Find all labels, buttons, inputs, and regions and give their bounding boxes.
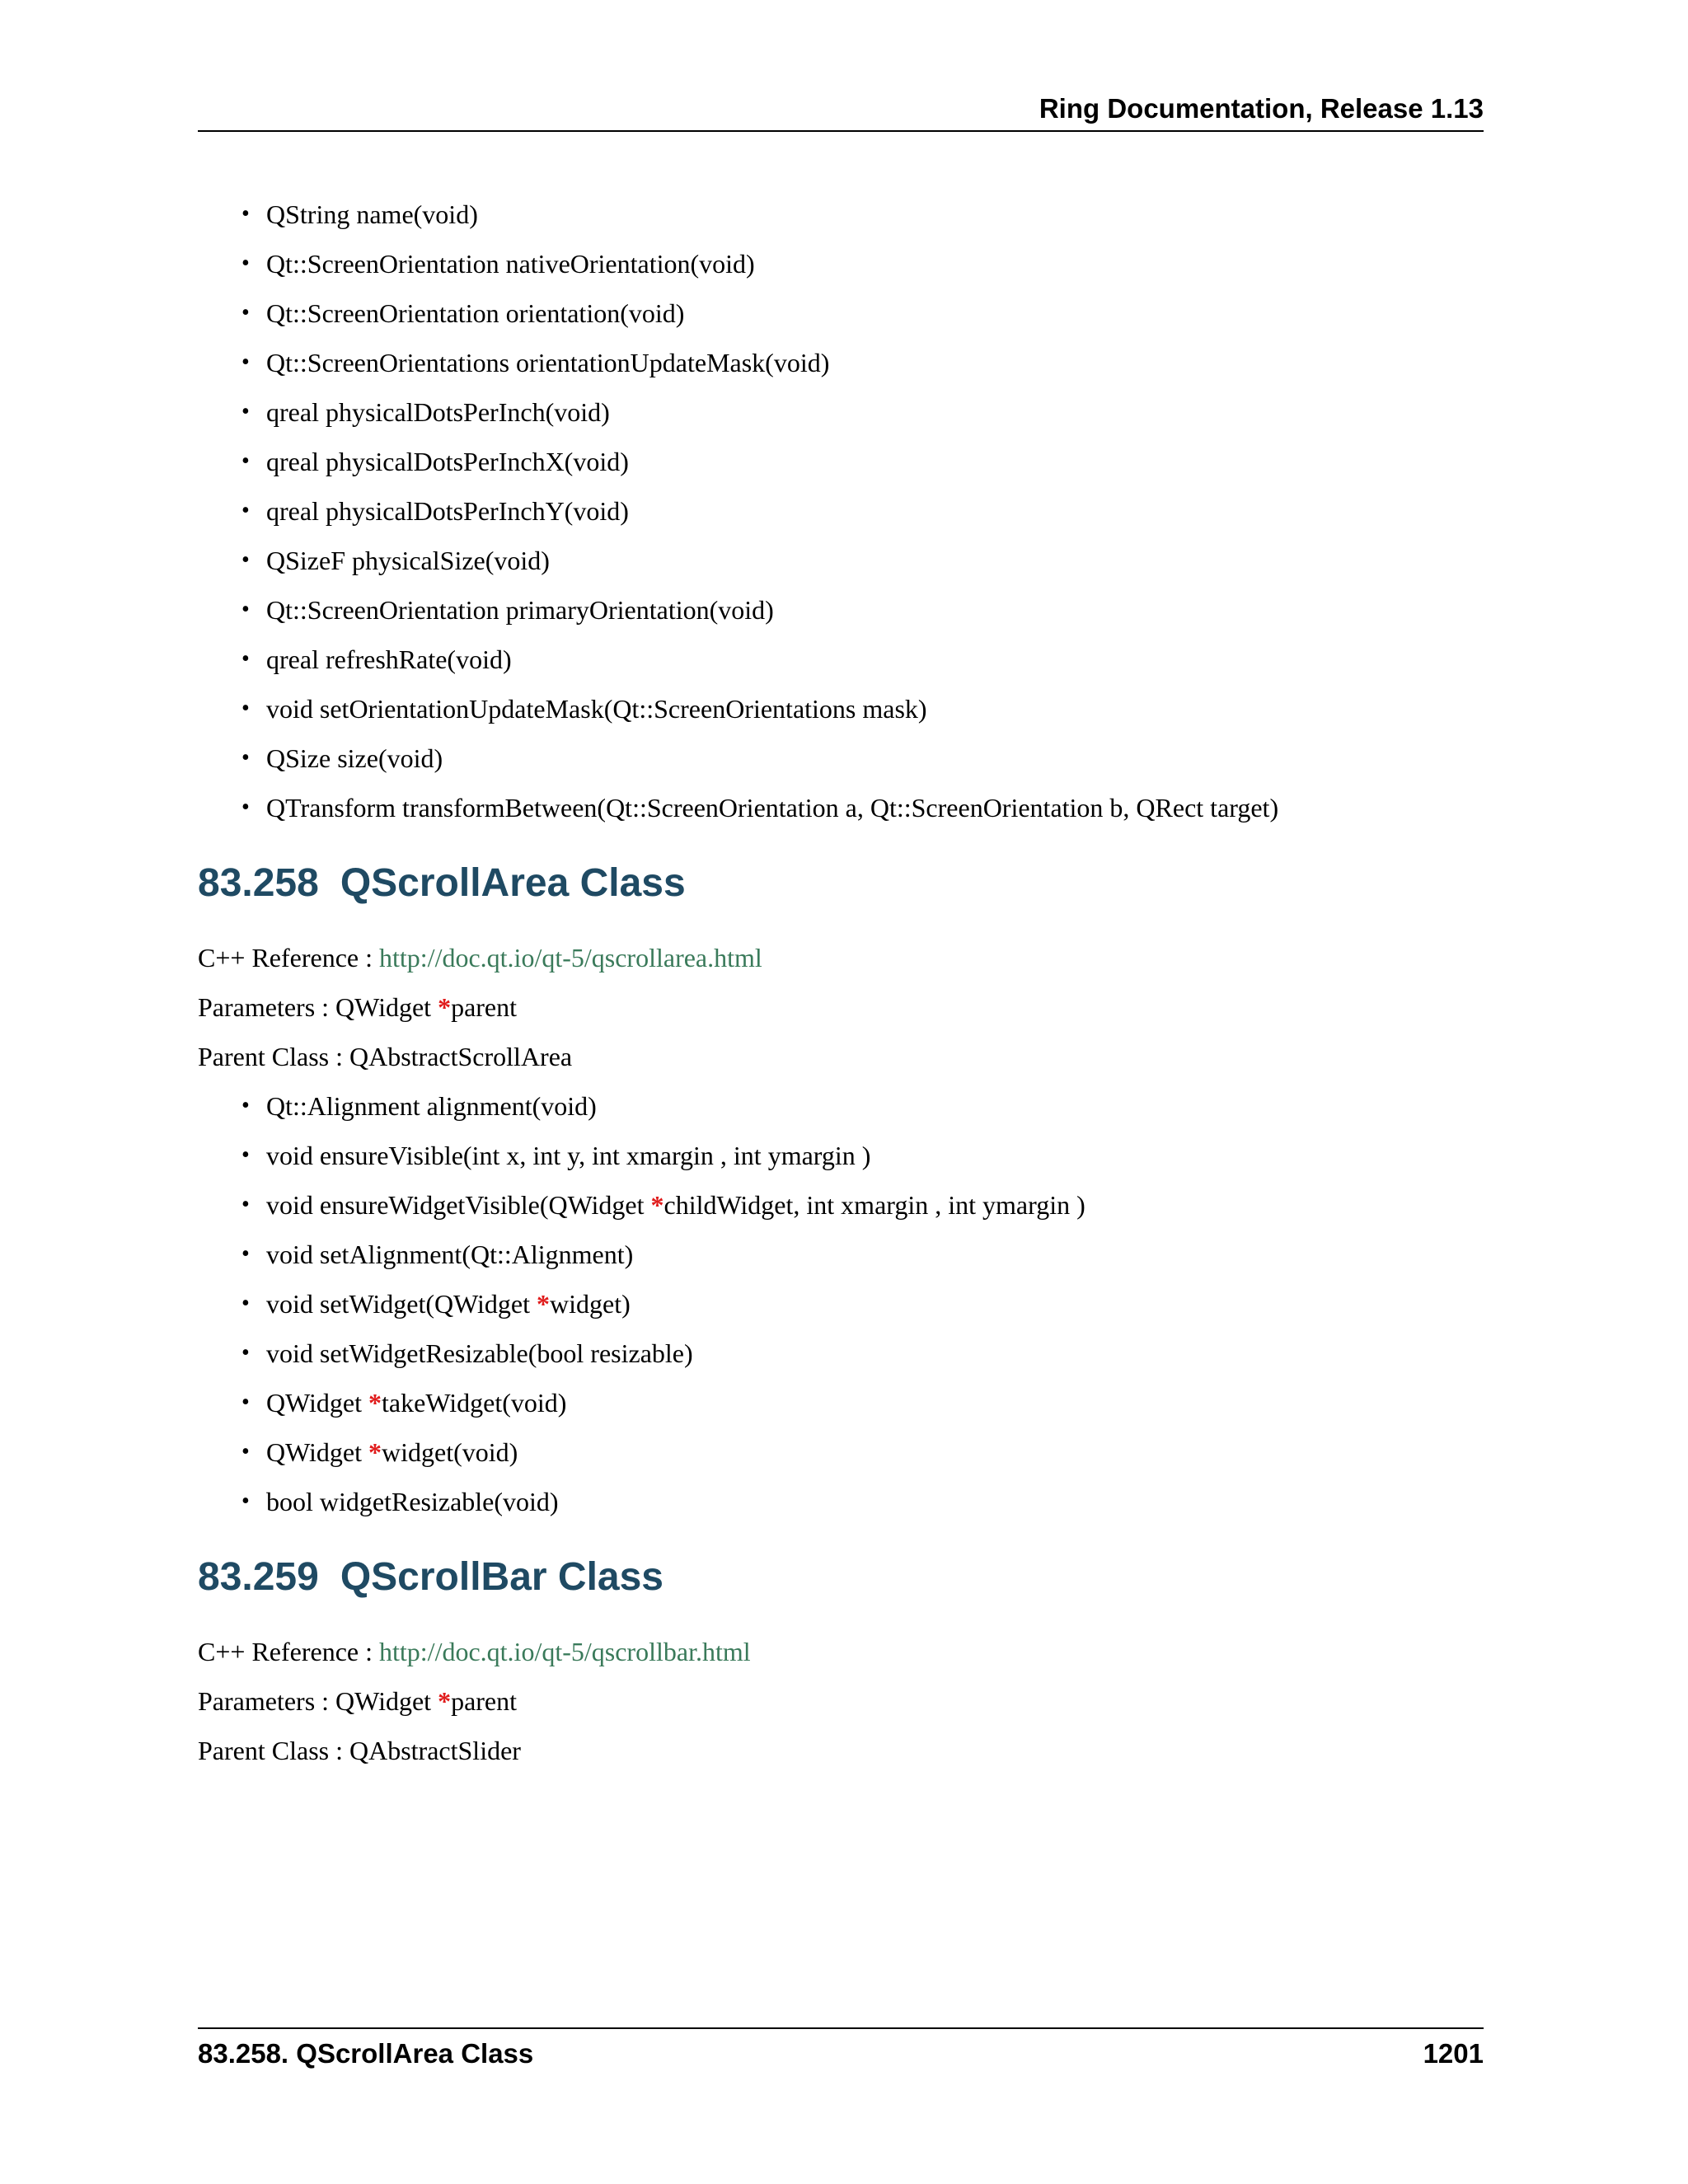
bullet-icon: • xyxy=(241,1241,250,1267)
parent-class-line: Parent Class : QAbstractSlider xyxy=(198,1736,521,1765)
list-item xyxy=(198,1131,1484,1180)
list-item xyxy=(198,1477,1484,1526)
section-number: 83.259 xyxy=(198,1555,319,1599)
bullet-icon: • xyxy=(241,251,250,276)
bullet-icon: • xyxy=(241,1390,250,1415)
parent-class-line: Parent Class : QAbstractScrollArea xyxy=(198,1042,573,1071)
section-heading-qscrollarea xyxy=(198,859,1484,908)
method-signature-text: qreal physicalDotsPerInch(void) xyxy=(266,397,610,427)
bullet-icon: • xyxy=(241,498,250,523)
list-item xyxy=(198,1279,1484,1329)
method-signature-text: void ensureWidgetVisible(QWidget xyxy=(266,1190,651,1220)
method-signature-text: void setWidget(QWidget xyxy=(266,1289,537,1319)
method-signature-text: takeWidget(void) xyxy=(382,1388,567,1418)
parameters-name: parent xyxy=(451,992,518,1022)
parameters-text: Parameters : QWidget xyxy=(198,992,438,1022)
list-item xyxy=(198,733,1484,783)
bullet-icon: • xyxy=(241,696,250,721)
method-signature-text: qreal physicalDotsPerInchX(void) xyxy=(266,447,629,476)
list-item xyxy=(198,783,1484,832)
pointer-star: * xyxy=(650,1190,664,1220)
method-signature-text: QString name(void) xyxy=(266,199,478,229)
pointer-star: * xyxy=(438,1686,452,1716)
bullet-icon: • xyxy=(241,300,250,326)
parameters-line xyxy=(198,1676,1484,1726)
method-signature-text: bool widgetResizable(void) xyxy=(266,1487,559,1516)
bullet-icon: • xyxy=(241,794,250,820)
method-signature-text: QWidget xyxy=(266,1437,369,1467)
method-signature-text: widget) xyxy=(550,1289,631,1319)
page-footer xyxy=(198,2027,1484,2069)
method-signature-text: void setOrientationUpdateMask(Qt::ScreenOrientations mask) xyxy=(266,694,927,724)
section-title-text: QScrollBar Class xyxy=(340,1555,663,1599)
pointer-star: * xyxy=(438,992,452,1022)
document-title: Ring Documentation, Release 1.13 xyxy=(1039,93,1484,124)
bullet-icon: • xyxy=(241,1488,250,1514)
bullet-icon: • xyxy=(241,646,250,672)
list-item xyxy=(198,684,1484,733)
list-item xyxy=(198,437,1484,486)
bullet-icon: • xyxy=(241,1340,250,1366)
method-signature-text: Qt::Alignment alignment(void) xyxy=(266,1091,597,1121)
list-item xyxy=(198,635,1484,684)
method-signature-text: QSizeF physicalSize(void) xyxy=(266,546,550,575)
bullet-icon: • xyxy=(241,349,250,375)
method-signature-text: Qt::ScreenOrientations orientationUpdateMask(void) xyxy=(266,348,830,377)
cpp-reference-label: C++ Reference : xyxy=(198,943,379,972)
bullet-icon: • xyxy=(241,1093,250,1118)
pointer-star: * xyxy=(368,1388,382,1418)
method-signature-text: void setWidgetResizable(bool resizable) xyxy=(266,1338,693,1368)
list-item xyxy=(198,1427,1484,1477)
cpp-reference-link[interactable]: http://doc.qt.io/qt-5/qscrollbar.html xyxy=(379,1637,751,1666)
method-signature-text: qreal physicalDotsPerInchY(void) xyxy=(266,496,629,526)
list-item xyxy=(198,239,1484,288)
list-item xyxy=(198,1230,1484,1279)
method-signature-text: Qt::ScreenOrientation orientation(void) xyxy=(266,298,685,328)
parameters-text: Parameters : QWidget xyxy=(198,1686,438,1716)
method-signature-text: childWidget, int xmargin , int ymargin ) xyxy=(663,1190,1085,1220)
method-signature-text: void ensureVisible(int x, int y, int xmargin , int ymargin ) xyxy=(266,1141,871,1170)
bullet-icon: • xyxy=(241,201,250,227)
method-signature-text: QSize size(void) xyxy=(266,743,443,773)
list-item xyxy=(198,486,1484,536)
bullet-icon: • xyxy=(241,1439,250,1465)
method-signature-text: qreal refreshRate(void) xyxy=(266,644,512,674)
method-signature-text: void setAlignment(Qt::Alignment) xyxy=(266,1240,634,1269)
list-item xyxy=(198,338,1484,387)
method-signature-text: widget(void) xyxy=(382,1437,518,1467)
section-number: 83.258 xyxy=(198,861,319,905)
list-item xyxy=(198,190,1484,239)
list-item xyxy=(198,387,1484,437)
section-title-text: QScrollArea Class xyxy=(340,861,686,905)
list-item xyxy=(198,536,1484,585)
bullet-icon: • xyxy=(241,1291,250,1316)
page-content xyxy=(198,190,1484,1775)
list-item xyxy=(198,1378,1484,1427)
list-item xyxy=(198,1081,1484,1131)
footer-section-title: 83.258. QScrollArea Class xyxy=(198,2038,534,2069)
bullet-icon: • xyxy=(241,745,250,771)
page-header xyxy=(198,92,1484,132)
qscreen-method-list xyxy=(198,190,1484,832)
parameters-line xyxy=(198,982,1484,1032)
bullet-icon: • xyxy=(241,1192,250,1217)
pointer-star: * xyxy=(368,1437,382,1467)
parameters-name: parent xyxy=(451,1686,518,1716)
bullet-icon: • xyxy=(241,597,250,622)
bullet-icon: • xyxy=(241,399,250,424)
cpp-reference-line xyxy=(198,1627,1484,1676)
method-signature-text: Qt::ScreenOrientation primaryOrientation(void) xyxy=(266,595,774,625)
list-item xyxy=(198,1329,1484,1378)
list-item xyxy=(198,585,1484,635)
page-number: 1201 xyxy=(1423,2038,1484,2069)
qscrollarea-method-list xyxy=(198,1081,1484,1526)
list-item xyxy=(198,288,1484,338)
bullet-icon: • xyxy=(241,448,250,474)
list-item xyxy=(198,1180,1484,1230)
cpp-reference-link[interactable]: http://doc.qt.io/qt-5/qscrollarea.html xyxy=(379,943,762,972)
method-signature-text: QWidget xyxy=(266,1388,369,1418)
bullet-icon: • xyxy=(241,547,250,573)
cpp-reference-label: C++ Reference : xyxy=(198,1637,379,1666)
method-signature-text: Qt::ScreenOrientation nativeOrientation(void) xyxy=(266,249,755,279)
pointer-star: * xyxy=(537,1289,551,1319)
cpp-reference-line xyxy=(198,933,1484,982)
method-signature-text: QTransform transformBetween(Qt::ScreenOrientation a, Qt::ScreenOrientation b, QRect target) xyxy=(266,793,1279,823)
bullet-icon: • xyxy=(241,1142,250,1168)
section-heading-qscrollbar xyxy=(198,1553,1484,1602)
